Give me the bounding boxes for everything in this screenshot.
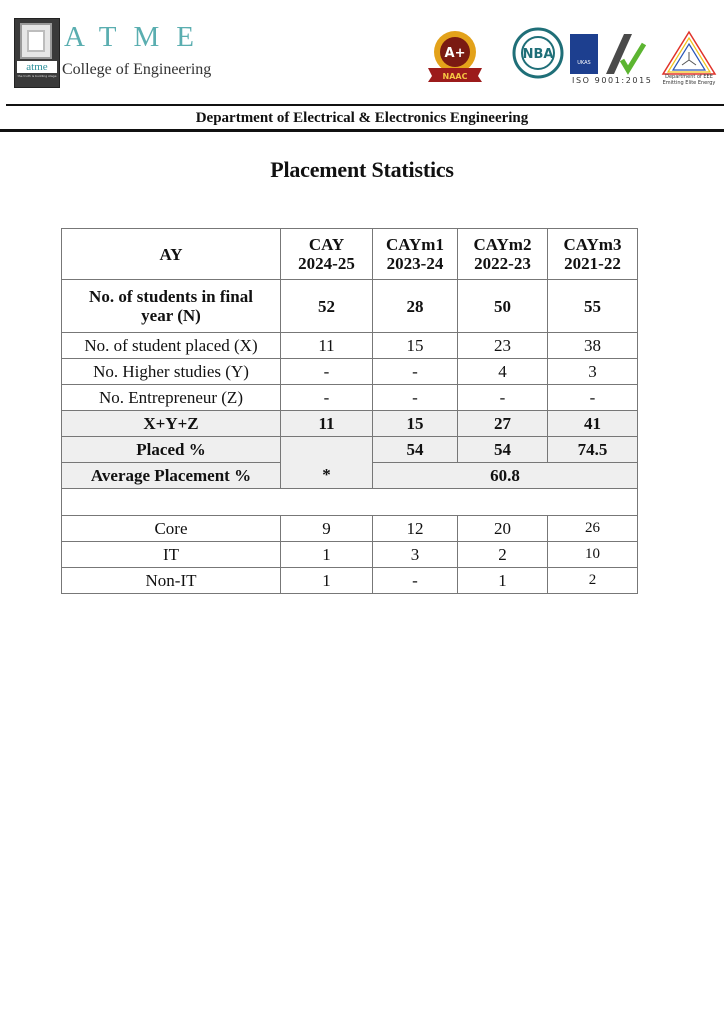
cell: 2 bbox=[458, 542, 548, 568]
row-label: X+Y+Z bbox=[62, 411, 281, 437]
row-label: Average Placement % bbox=[62, 463, 281, 489]
cell: 3 bbox=[548, 359, 638, 385]
table-row bbox=[62, 542, 638, 568]
cell: 54 bbox=[373, 437, 458, 463]
table-row-total bbox=[62, 411, 638, 437]
cell: 2 bbox=[548, 568, 638, 594]
cell: 28 bbox=[373, 280, 458, 333]
cell: 1 bbox=[458, 568, 548, 594]
table-row bbox=[62, 568, 638, 594]
row-label: No. Higher studies (Y) bbox=[62, 359, 281, 385]
department-name: Department of Electrical & Electronics Engineering bbox=[195, 110, 529, 126]
cell: 41 bbox=[548, 411, 638, 437]
cell: 52 bbox=[281, 280, 373, 333]
naac-badge-icon bbox=[426, 28, 484, 86]
cell: - bbox=[281, 359, 373, 385]
cell-average-value: 60.8 bbox=[373, 463, 638, 489]
cell: - bbox=[373, 385, 458, 411]
table-spacer-row bbox=[62, 489, 638, 516]
cell: 27 bbox=[458, 411, 548, 437]
college-logo bbox=[14, 18, 60, 88]
iso-label: ISO 9001:2015 bbox=[572, 76, 653, 85]
table-row bbox=[62, 359, 638, 385]
logo-frame-icon bbox=[20, 23, 52, 59]
row-label: Core bbox=[62, 516, 281, 542]
cell: - bbox=[458, 385, 548, 411]
cell: 3 bbox=[373, 542, 458, 568]
table-row bbox=[62, 516, 638, 542]
brand-subtitle: College of Engineering bbox=[62, 61, 212, 78]
cell: - bbox=[373, 359, 458, 385]
table-row bbox=[62, 280, 638, 333]
cell: 4 bbox=[458, 359, 548, 385]
cell: 1 bbox=[281, 542, 373, 568]
aja-badge-icon bbox=[600, 30, 648, 78]
letterhead bbox=[0, 0, 724, 100]
spacer-cell bbox=[62, 489, 638, 516]
table-row bbox=[62, 333, 638, 359]
cell: 38 bbox=[548, 333, 638, 359]
header-cell-caym2: CAYm2 2022-23 bbox=[458, 229, 548, 280]
table-row bbox=[62, 385, 638, 411]
cell: 23 bbox=[458, 333, 548, 359]
header-cell-ay: AY bbox=[62, 229, 281, 280]
cell: 12 bbox=[373, 516, 458, 542]
cell: 10 bbox=[548, 542, 638, 568]
header-cell-caym1: CAYm1 2023-24 bbox=[373, 229, 458, 280]
cell: 26 bbox=[548, 516, 638, 542]
cell: 1 bbox=[281, 568, 373, 594]
logo-word: atme bbox=[17, 61, 57, 73]
svg-text:A+: A+ bbox=[444, 46, 466, 61]
svg-text:NAAC: NAAC bbox=[442, 72, 468, 81]
logo-tagline: the truth is building stage bbox=[17, 74, 57, 78]
table-header-row bbox=[62, 229, 638, 280]
row-label: Non-IT bbox=[62, 568, 281, 594]
cell: 9 bbox=[281, 516, 373, 542]
nba-badge-icon bbox=[512, 27, 564, 79]
cell: 54 bbox=[458, 437, 548, 463]
row-label: Placed % bbox=[62, 437, 281, 463]
row-label: No. of students in final year (N) bbox=[62, 280, 281, 333]
cell: 15 bbox=[373, 411, 458, 437]
header-cell-cay: CAY 2024-25 bbox=[281, 229, 373, 280]
cell: - bbox=[373, 568, 458, 594]
cell: 55 bbox=[548, 280, 638, 333]
cell: 20 bbox=[458, 516, 548, 542]
cell: 50 bbox=[458, 280, 548, 333]
page-title: Placement Statistics bbox=[270, 157, 454, 182]
header-cell-caym3: CAYm3 2021-22 bbox=[548, 229, 638, 280]
row-label: No. Entrepreneur (Z) bbox=[62, 385, 281, 411]
cell: 11 bbox=[281, 333, 373, 359]
svg-text:NBA: NBA bbox=[522, 47, 554, 62]
cell: - bbox=[281, 385, 373, 411]
eee-dept-label: Department of EEE Emitting Elite Energy bbox=[662, 74, 716, 86]
cell: 15 bbox=[373, 333, 458, 359]
placement-statistics-table bbox=[61, 228, 638, 594]
ukas-badge-icon: UKAS bbox=[570, 34, 598, 74]
row-label: No. of student placed (X) bbox=[62, 333, 281, 359]
brand-title: ATME bbox=[64, 21, 211, 53]
header-rule-top bbox=[6, 104, 724, 106]
table-row-placed-percent bbox=[62, 437, 638, 463]
cell: 11 bbox=[281, 411, 373, 437]
cell-cay-average: * bbox=[281, 437, 373, 489]
cell: - bbox=[548, 385, 638, 411]
cell: 74.5 bbox=[548, 437, 638, 463]
header-rule-bottom bbox=[0, 129, 724, 132]
accreditation-badges bbox=[420, 22, 720, 92]
row-label: IT bbox=[62, 542, 281, 568]
